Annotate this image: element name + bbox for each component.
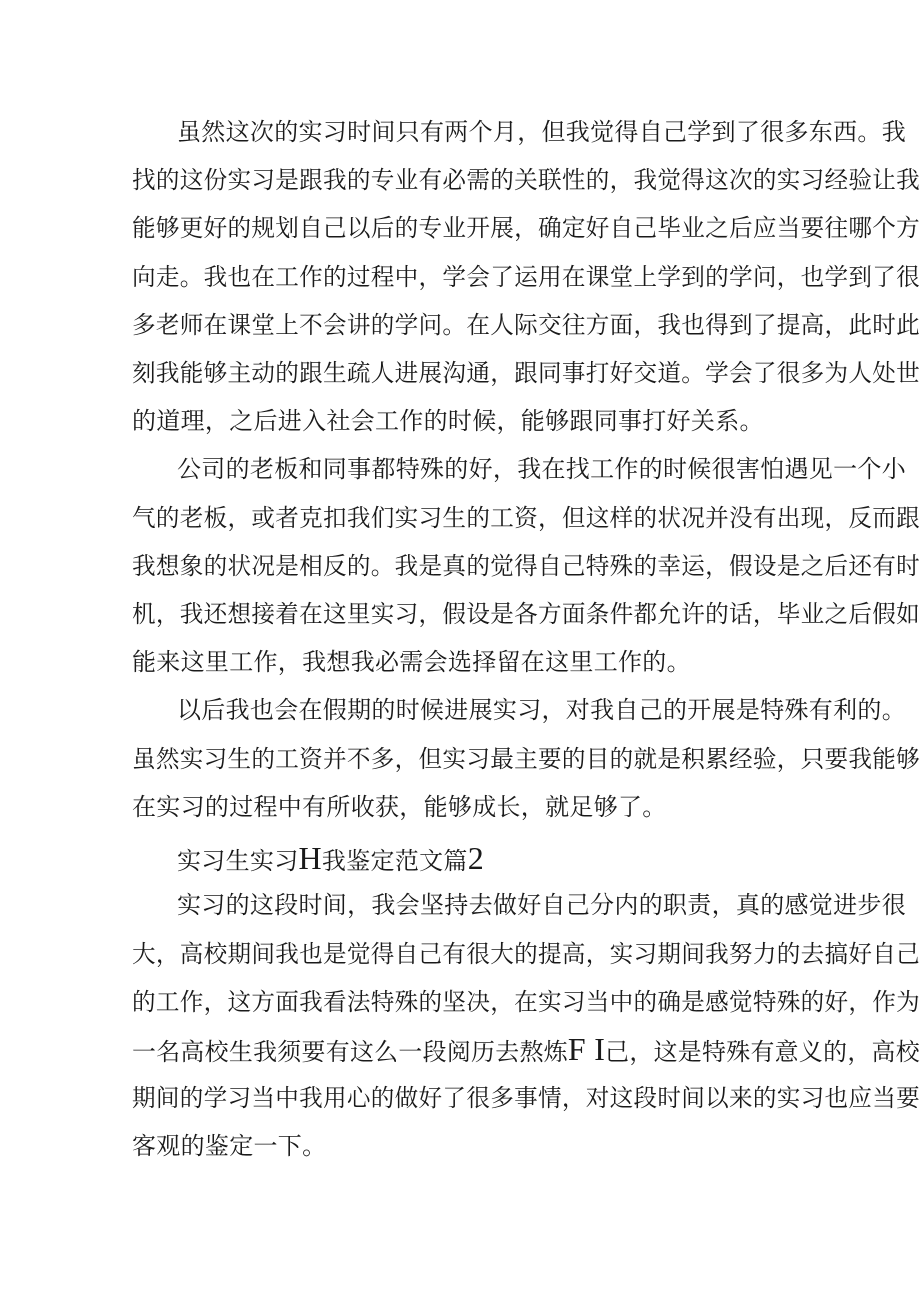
paragraph-3-line-2: 虽然实习生的工资并不多，但实习最主要的目的就是积累经验，只要我能够 <box>132 745 920 773</box>
paragraph-4-line-5: 期间的学习当中我用心的做好了很多事情，对这段时间以来的实习也应当要 <box>132 1084 920 1112</box>
paragraph-3-line-1: 以后我也会在假期的时候进展实习，对我自己的开展是特殊有利的。 <box>177 696 906 724</box>
paragraph-4-line-1: 实习的这段时间，我会坚持去做好自己分内的职责，真的感觉进步很 <box>177 891 906 919</box>
paragraph-4-line-6: 客观的鉴定一下。 <box>132 1132 327 1160</box>
section-heading <box>0 840 920 876</box>
paragraph-4-line-4-glyphs: F I <box>567 1031 606 1067</box>
paragraph-1-line-1: 虽然这次的实习时间只有两个月，但我觉得自己学到了很多东西。我 <box>177 118 906 146</box>
heading-text-part-2: 我鉴定范文篇 <box>321 847 468 875</box>
heading-letter-h: H <box>298 840 322 876</box>
paragraph-4-line-3: 的工作，这方面我看法特殊的坚决，在实习当中的确是感觉特殊的好，作为 <box>132 988 920 1016</box>
paragraph-4-line-4-text-c: 己，这是特殊有意义的，高校 <box>605 1038 920 1066</box>
paragraph-1-line-7: 的道理，之后进入社会工作的时候，能够跟同事打好关系。 <box>132 407 764 435</box>
paragraph-1-line-6: 刻我能够主动的跟生疏人进展沟通，跟同事打好交道。学会了很多为人处世 <box>132 359 920 387</box>
paragraph-1-line-2: 找的这份实习是跟我的专业有必需的关联性的，我觉得这次的实习经验让我 <box>132 166 920 194</box>
paragraph-2-line-3: 我想象的状况是相反的。我是真的觉得自己特殊的幸运，假设是之后还有时 <box>132 552 920 580</box>
paragraph-2-line-4: 机，我还想接着在这里实习，假设是各方面条件都允许的话，毕业之后假如 <box>132 600 920 628</box>
paragraph-4-line-4-text-a: 一名高校生我须要有这么一段阅历去熬炼 <box>132 1038 568 1066</box>
paragraph-2-line-1: 公司的老板和同事都特殊的好，我在找工作的时候很害怕遇见一个小 <box>177 455 906 483</box>
paragraph-1-line-5: 多老师在课堂上不会讲的学问。在人际交往方面，我也得到了提高，此时此 <box>132 311 920 339</box>
paragraph-1-line-4: 向走。我也在工作的过程中，学会了运用在课堂上学到的学问，也学到了很 <box>132 263 920 291</box>
paragraph-4-line-2: 大，高校期间我也是觉得自己有很大的提高，实习期间我努力的去搞好自己 <box>132 940 920 968</box>
heading-number: 2 <box>467 840 485 876</box>
paragraph-1-line-3: 能够更好的规划自己以后的专业开展，确定好自己毕业之后应当要往哪个方 <box>132 214 920 242</box>
paragraph-3-line-3: 在实习的过程中有所收获，能够成长，就足够了。 <box>132 793 667 821</box>
paragraph-2-line-5: 能来这里工作，我想我必需会选择留在这里工作的。 <box>132 648 691 676</box>
paragraph-4-line-4 <box>0 1031 920 1067</box>
heading-text-part-1: 实习生实习 <box>177 847 299 875</box>
paragraph-2-line-2: 气的老板，或者克扣我们实习生的工资，但这样的状况并没有出现，反而跟 <box>132 504 920 532</box>
